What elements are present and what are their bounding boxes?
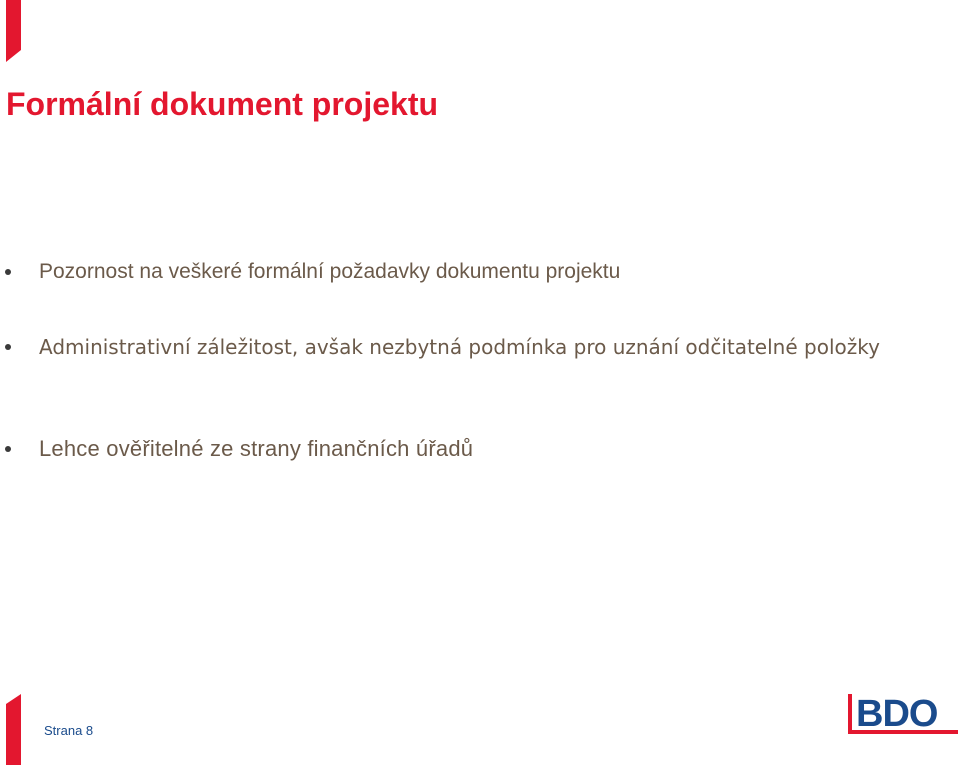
slide-title: Formální dokument projektu bbox=[6, 86, 439, 122]
bottom-accent-mark bbox=[6, 694, 21, 765]
bullet-item bbox=[0, 434, 920, 464]
bullet-text: Administrativní záležitost, avšak nezbytná podmínka pro uznání odčitatelné položky bbox=[39, 335, 880, 359]
bullet-dot-icon bbox=[5, 446, 11, 452]
svg-text:BDO: BDO bbox=[856, 693, 938, 735]
bullet-item bbox=[0, 257, 920, 287]
bullet-item bbox=[0, 332, 920, 362]
bullet-dot-icon bbox=[5, 344, 11, 350]
bullet-text: Pozornost na veškeré formální požadavky dokumentu projektu bbox=[39, 260, 621, 283]
bdo-logo bbox=[848, 692, 958, 740]
top-accent-mark bbox=[6, 0, 21, 62]
page-number: Strana 8 bbox=[44, 723, 94, 738]
bullet-text: Lehce ověřitelné ze strany finančních úřadů bbox=[39, 436, 474, 461]
bullet-dot-icon bbox=[5, 269, 11, 275]
